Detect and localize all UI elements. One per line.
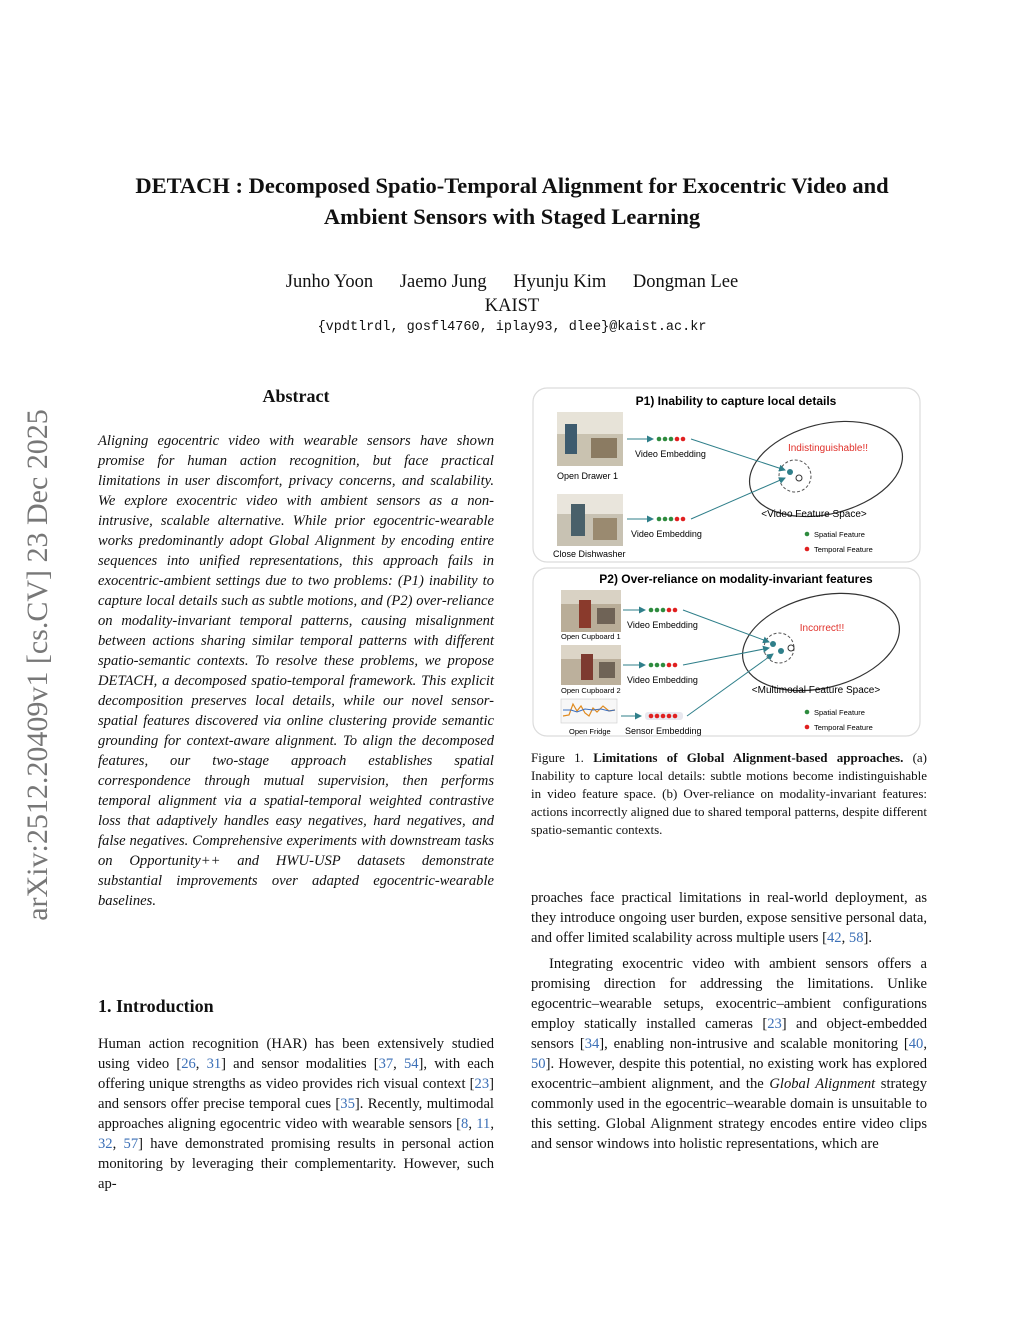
arxiv-identifier <box>8 370 68 960</box>
author-emails: {vpdtlrdl, gosfl4760, iplay93, dlee}@kaist.ac.kr <box>317 320 707 335</box>
citation-23[interactable]: 23 <box>767 1016 782 1032</box>
citation-35[interactable]: 35 <box>340 1096 355 1112</box>
intro-text: , <box>112 1136 124 1152</box>
p2-label-b: Open Cupboard 2 <box>561 686 621 695</box>
p2-label-a: Open Cupboard 1 <box>561 632 621 641</box>
intro-text: , <box>490 1116 494 1132</box>
intro-text: ], with each offering unique strengths as video provides rich visual context [ <box>98 1056 494 1092</box>
figure-1-diagram <box>531 386 925 740</box>
intro-text: Human action recognition (HAR) has been extensively studied using video [ <box>98 1036 494 1072</box>
p1-photo-a <box>557 412 623 466</box>
p1-legend-spatial: Spatial Feature <box>814 530 865 539</box>
abstract-text: Aligning egocentric video with wearable sensors have shown promise for human action recognition, but face practical limitations in user discomfort, privacy concerns, and scalability. We explore exocentric video with ambient sensors as a non-intrusive, scalable alternative. While prior egocentric-wearable works predominantly adopt Global Alignment by encoding entire sequences into unified representations, this approach fails in exocentric-ambient settings due to two problems: (P1) inability to capture local details such as subtle motions, and (P2) over-reliance on modality-invariant temporal patterns, causing misalignment between actions sharing similar temporal patterns with different spatio-semantic contexts. To resolve these problems, we propose DETACH, a decomposed spatio-temporal framework. This explicit decomposition preserves local details, while our novel sensor-spatial features discovered via online clustering provide semantic grounding for context-aware alignment. To align the decomposed features, our two-stage approach establishes spatial correspondence through mutual supervision, then performs temporal alignment via a spatial-temporal weighted contrastive loss that adaptively handles easy negatives, hard negatives, and false negatives. Comprehensive experiments with downstream tasks on Opportunity++ and HWU-USP datasets demonstrate substantial improvements over adapted egocentric-wearable baselines. <box>98 433 494 909</box>
citation-32[interactable]: 32 <box>98 1136 113 1152</box>
right-paragraph-2 <box>531 954 927 1154</box>
right-text: , <box>841 930 849 946</box>
citation-11[interactable]: 11 <box>476 1116 491 1132</box>
p2-title: P2) Over-reliance on modality-invariant features <box>599 572 873 586</box>
author-names <box>90 270 934 294</box>
p1-label-a: Open Drawer 1 <box>557 471 619 481</box>
citation-26[interactable]: 26 <box>181 1056 196 1072</box>
p1-video-embedding-b: Video Embedding <box>631 529 702 539</box>
citation-34[interactable]: 34 <box>584 1036 600 1052</box>
right-text: Integrating exocentric video with ambient sensors offers a promising direction for addressing the limitations. Unlike egocentric–wearable setups, exocentric–ambient configurations employ statically installed cameras [ <box>531 956 927 1032</box>
right-column-text <box>531 888 927 1154</box>
p2-video-embedding-b: Video Embedding <box>627 675 698 685</box>
title-line-2: Ambient Sensors with Staged Learning <box>323 204 701 229</box>
intro-text: , <box>393 1056 404 1072</box>
p1-title: P1) Inability to capture local details <box>635 394 837 408</box>
abstract-heading: Abstract <box>262 386 330 406</box>
p2-sensor-plot <box>561 699 617 723</box>
citation-42[interactable]: 42 <box>827 930 842 946</box>
p1-warning: Indistinguishable!! <box>787 443 869 454</box>
figure-1 <box>531 386 925 740</box>
introduction-paragraph <box>98 1034 494 1194</box>
intro-text: , <box>468 1116 477 1132</box>
p2-legend-spatial: Spatial Feature <box>814 708 865 717</box>
p2-warning: Incorrect!! <box>799 623 845 634</box>
caption-label: Figure 1. <box>531 750 594 765</box>
title-line-1: DETACH : Decomposed Spatio-Temporal Alignment for Exocentric Video and <box>135 173 889 198</box>
citation-37[interactable]: 37 <box>378 1056 394 1072</box>
p2-photo-b <box>561 645 621 685</box>
right-text: ]. However, despite this potential, no existing work has explored exocentric–ambient alignment, and the <box>531 1056 927 1092</box>
right-text: ] and object-embedded sensors [ <box>531 1016 928 1052</box>
affiliation: KAIST <box>484 296 540 316</box>
intro-text: , <box>195 1056 207 1072</box>
p1-video-embedding-a: Video Embedding <box>635 449 706 459</box>
p2-sensor-embedding: Sensor Embedding <box>625 726 702 736</box>
citation-8[interactable]: 8 <box>461 1116 469 1132</box>
paper-title <box>90 170 934 232</box>
intro-text: ] have demonstrated promising results in personal action monitoring by leveraging their complementarity. However, such ap- <box>98 1136 494 1192</box>
p2-embedding-dots-c <box>645 712 683 720</box>
citation-50[interactable]: 50 <box>531 1056 546 1072</box>
intro-text: ]. Recently, multimodal approaches aligning egocentric video with wearable sensors [ <box>98 1096 494 1132</box>
p1-photo-b <box>557 494 623 546</box>
author-1: Junho Yoon <box>285 272 374 292</box>
p2-photo-a <box>561 590 621 632</box>
right-text: proaches face practical limitations in real-world deployment, as they introduce ongoing user burden, expose sensitive personal data, and offer limited scalability across multiple users [ <box>531 890 927 946</box>
intro-text: ] and sensors offer precise temporal cues [ <box>98 1076 494 1112</box>
p2-space-label: <Multimodal Feature Space> <box>751 685 881 696</box>
right-text: strategy commonly used in the egocentric–wearable domain is unsuitable to this setting. Global Alignment strategy encodes entire video clips and sensor windows into holistic representations, which are <box>531 1076 927 1152</box>
author-3: Hyunju Kim <box>513 272 607 292</box>
p1-space-label: <Video Feature Space> <box>761 509 867 520</box>
citation-23[interactable]: 23 <box>474 1076 490 1092</box>
author-2: Jaemo Jung <box>399 272 487 292</box>
citation-54[interactable]: 54 <box>403 1056 419 1072</box>
author-4: Dongman Lee <box>632 272 739 292</box>
citation-58[interactable]: 58 <box>848 930 864 946</box>
p1-label-b: Close Dishwasher <box>553 549 626 559</box>
citation-57[interactable]: 57 <box>123 1136 139 1152</box>
p2-label-c: Open Fridge <box>569 727 611 736</box>
caption-text: (a) Inability to capture local details: subtle motions become indistinguishable in video feature space. (b) Over-reliance on modality-invariant features: actions incorrectly aligned due to shared temporal patterns, despite different spatio-semantic contexts. <box>531 750 927 837</box>
arxiv-id-text: arXiv:2512.20409v1 [cs.CV] 23 Dec 2025 <box>21 409 54 921</box>
p1-legend-temporal: Temporal Feature <box>814 545 873 554</box>
p2-legend-temporal: Temporal Feature <box>814 723 873 732</box>
right-paragraph-1 <box>531 888 927 948</box>
citation-40[interactable]: 40 <box>908 1036 924 1052</box>
citation-31[interactable]: 31 <box>206 1056 222 1072</box>
introduction-heading: 1. Introduction <box>98 996 214 1016</box>
global-alignment-term: Global Alignment <box>769 1076 876 1092</box>
right-text: ]. <box>863 930 872 946</box>
right-text: , <box>923 1036 927 1052</box>
caption-bold: Limitations of Global Alignment-based approaches. <box>593 750 904 765</box>
right-text: ], enabling non-intrusive and scalable monitoring [ <box>599 1036 909 1052</box>
figure-1-caption <box>531 749 927 839</box>
p2-video-embedding-a: Video Embedding <box>627 620 698 630</box>
author-block <box>90 270 934 318</box>
intro-text: ] and sensor modalities [ <box>221 1056 379 1072</box>
